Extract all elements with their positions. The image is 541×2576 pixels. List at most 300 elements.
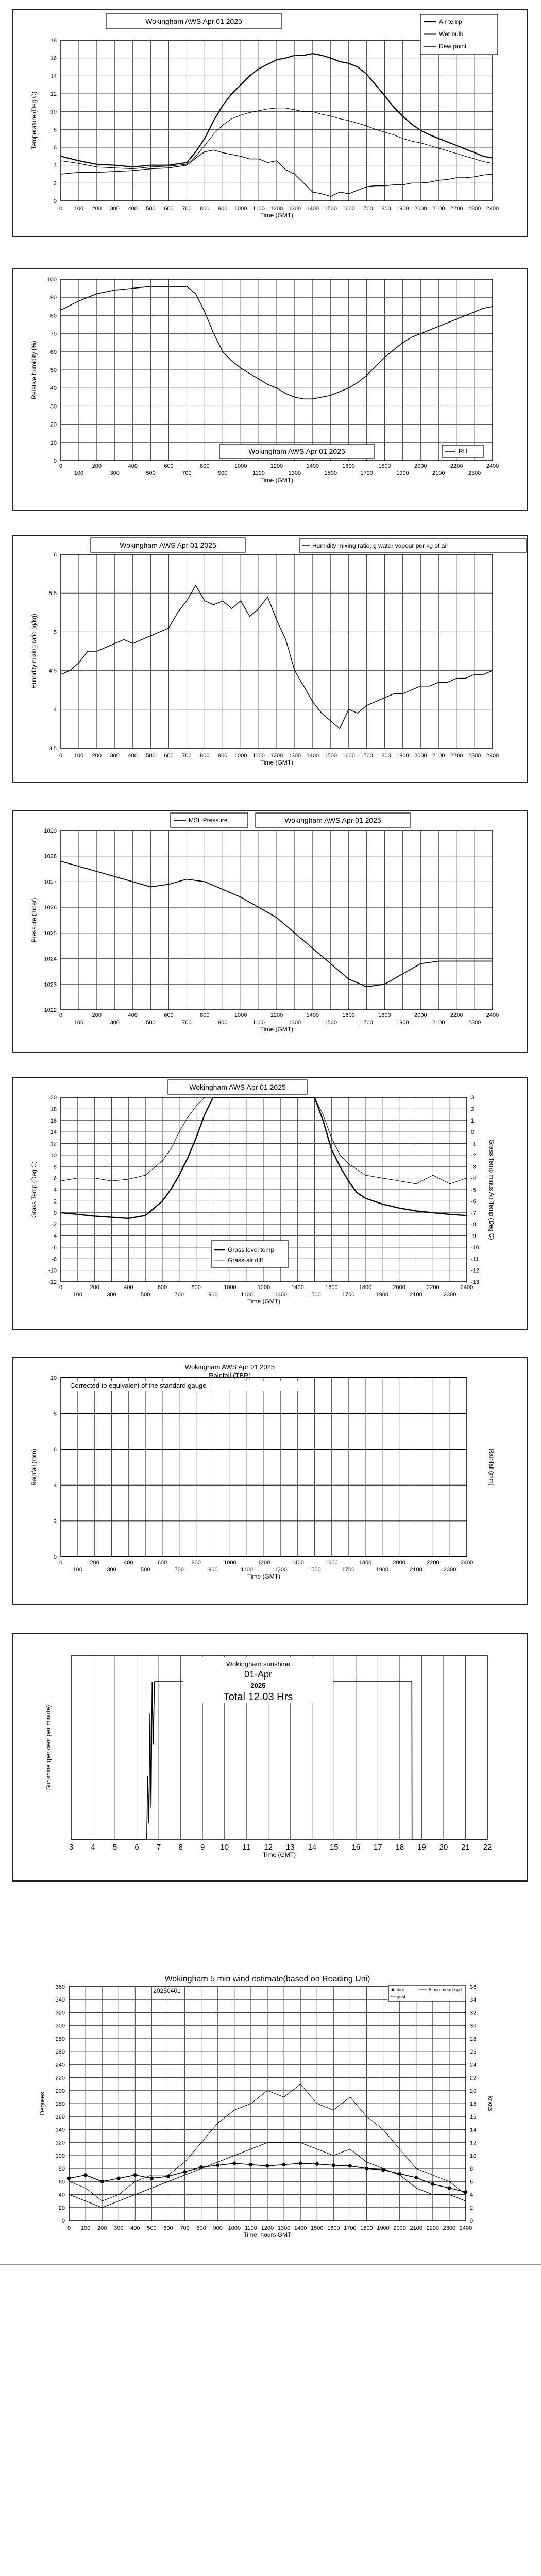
- grass-xtick-label: 200: [90, 1284, 99, 1291]
- wind-y2tick-label: 32: [470, 2010, 477, 2016]
- rh-xtick-label: 1500: [324, 470, 337, 477]
- grass-xtick-label: 1400: [291, 1284, 304, 1291]
- pressure-ytick-label: 1027: [44, 879, 57, 886]
- rh-ytick-label: 30: [50, 403, 57, 410]
- wind-legend-swatch: [392, 1989, 394, 1991]
- grass-xtick-label: 0: [59, 1284, 63, 1291]
- grass-xtick-label: 400: [124, 1284, 133, 1291]
- pressure-title: Wokingham AWS Apr 01 2025: [284, 816, 381, 824]
- rain-annotation: Corrected to equivalent of the standard gauge: [70, 1382, 207, 1389]
- pressure-ytick-label: 1024: [44, 956, 57, 962]
- wind-xtick-label: 1400: [294, 2225, 307, 2231]
- rh-ytick-label: 90: [50, 295, 57, 301]
- mix-chart-panel: [12, 535, 528, 783]
- rain-ytick-label: 2: [53, 1518, 57, 1525]
- sun-xtick-label: 9: [200, 1843, 205, 1852]
- grass-ytick-label: -4: [52, 1233, 57, 1240]
- rh-xtick-label: 2300: [468, 470, 481, 477]
- grass-ytick-label: 12: [50, 1141, 57, 1147]
- mix-xtick-label: 1100: [252, 753, 265, 759]
- sun-xtick-label: 16: [351, 1843, 361, 1852]
- temp-xtick-label: 400: [128, 206, 138, 212]
- mix-xtick-label: 600: [164, 753, 174, 759]
- wind-ytick-label: 280: [55, 2036, 65, 2042]
- grass-chart: [13, 1078, 527, 1329]
- rh-xtick-label: 600: [164, 463, 174, 469]
- sun-xtick-label: 18: [395, 1843, 404, 1852]
- pressure-xtick-label: 2100: [432, 1020, 445, 1026]
- rain-ytick-label: 4: [53, 1482, 57, 1489]
- sun-series: [71, 1682, 487, 1839]
- pressure-xtick-label: 1100: [252, 1020, 265, 1026]
- rh-legend-label: RH: [459, 448, 468, 455]
- rh-xtick-label: 0: [59, 463, 63, 469]
- mix-xtick-label: 1500: [324, 753, 337, 759]
- rain-xtick-label: 1500: [308, 1567, 321, 1573]
- pressure-ytick-label: 1028: [44, 853, 57, 860]
- rain-ytick-label: 0: [53, 1554, 57, 1561]
- sun-date-label: 01-Apr: [244, 1669, 273, 1680]
- rain-ytick-label: 8: [53, 1411, 57, 1417]
- wind-dirn-point: [67, 2177, 71, 2180]
- rain-xtick-label: 1900: [376, 1567, 389, 1573]
- rain-xtick-label: 100: [73, 1567, 83, 1573]
- bottom-separator: [0, 2264, 541, 2265]
- rain-xtick-label: 2300: [443, 1567, 457, 1573]
- wind-ytick-label: 140: [55, 2127, 65, 2133]
- pressure-grid: [61, 831, 493, 1010]
- wind-xtick-label: 2300: [443, 2225, 456, 2231]
- grass-y2tick-label: 2: [471, 1106, 475, 1113]
- grass-xtick-label: 1500: [308, 1292, 321, 1298]
- grass-ytick-label: 20: [50, 1095, 57, 1101]
- rain-xtick-label: 2000: [393, 1560, 405, 1566]
- grass-xtick-label: 1200: [257, 1284, 270, 1291]
- wind-dirn-point: [299, 2162, 302, 2165]
- grass-y2tick-label: -1: [471, 1141, 476, 1147]
- mix-xtick-label: 700: [182, 753, 192, 759]
- mix-xtick-label: 2200: [450, 753, 463, 759]
- rain-subtitle: Rainfall (TBR): [209, 1371, 251, 1379]
- sun-xtick-label: 6: [134, 1843, 139, 1852]
- grass-y2tick-label: -5: [471, 1187, 476, 1193]
- rain-xtick-label: 1600: [325, 1560, 338, 1566]
- wind-ytick-label: 320: [55, 2010, 65, 2016]
- pressure-xtick-label: 1800: [378, 1012, 391, 1019]
- temp-ytick-label: 14: [50, 73, 57, 80]
- pressure-xtick-label: 0: [59, 1012, 63, 1019]
- temp-xtick-label: 2200: [450, 206, 463, 212]
- grass-legend-label: Grass level temp: [228, 1246, 275, 1253]
- wind-ytick-label: 220: [55, 2075, 65, 2081]
- grass-y2tick-label: -4: [471, 1175, 476, 1182]
- grass-ytick-label: 2: [53, 1198, 57, 1205]
- pressure-xtick-label: 200: [92, 1012, 102, 1019]
- temp-xtick-label: 1900: [396, 206, 409, 212]
- pressure-xtick-label: 500: [146, 1020, 156, 1026]
- rh-xtick-label: 1900: [396, 470, 409, 477]
- pressure-xtick-label: 700: [182, 1020, 192, 1026]
- wind-chart-panel: [12, 1973, 528, 2251]
- wind-dirn-point: [216, 2163, 219, 2167]
- grass-y2tick-label: -10: [471, 1244, 479, 1251]
- rh-ytick-label: 60: [50, 349, 57, 355]
- sun-total-label: Total 12.03 Hrs: [223, 1691, 293, 1703]
- rain-xtick-label: 600: [157, 1560, 167, 1566]
- temp-ylabel: Temperature (Deg C): [30, 91, 38, 150]
- pressure-ylabel: Pressure (mbar): [30, 897, 38, 943]
- temp-grid: [61, 40, 493, 201]
- wind-dirn-point: [84, 2173, 88, 2177]
- rain-chart-panel: [12, 1357, 528, 1605]
- wind-xtick-label: 2200: [426, 2225, 439, 2231]
- rh-ylabel: Relative humidity (%): [30, 341, 38, 399]
- wind-ytick-label: 360: [55, 1984, 65, 1990]
- wind-ylabel: Degrees: [39, 2092, 46, 2115]
- wind-dirn-point: [150, 2177, 154, 2180]
- rh-ytick-label: 40: [50, 385, 57, 392]
- wind-xtick-label: 1100: [245, 2225, 257, 2231]
- rain-ylabel: Rainfall (mm): [30, 1449, 38, 1486]
- grass-ytick-label: 16: [50, 1117, 57, 1124]
- wind-dirn-point: [414, 2176, 418, 2179]
- pressure-xtick-label: 400: [128, 1012, 138, 1019]
- wind-xtick-label: 1500: [311, 2225, 324, 2231]
- temp-ytick-label: 0: [53, 198, 57, 205]
- temp-title: Wokingham AWS Apr 01 2025: [145, 17, 242, 25]
- temp-ytick-label: 8: [53, 127, 57, 133]
- grass-xtick-label: 1900: [376, 1292, 389, 1298]
- wind-ytick-label: 160: [55, 2114, 65, 2121]
- sun-xtick-label: 12: [264, 1843, 273, 1852]
- sun-xlabel: Time (GMT): [262, 1851, 296, 1858]
- rh-xtick-label: 1700: [360, 470, 373, 477]
- grass-xtick-label: 1600: [325, 1284, 338, 1291]
- wind-ytick-label: 80: [58, 2166, 65, 2173]
- wind-ytick-label: 180: [55, 2101, 65, 2107]
- rain-xtick-label: 1700: [342, 1567, 355, 1573]
- mix-xtick-label: 1800: [378, 753, 391, 759]
- rh-xtick-label: 100: [74, 470, 84, 477]
- temp-xtick-label: 1400: [306, 206, 319, 212]
- rh-xtick-label: 300: [110, 470, 120, 477]
- rh-ytick-label: 20: [50, 421, 57, 428]
- rh-xlabel: Time (GMT): [260, 477, 294, 484]
- temp-xtick-label: 300: [110, 206, 120, 212]
- sun-xtick-label: 22: [483, 1843, 492, 1852]
- temp-xtick-label: 100: [74, 206, 84, 212]
- wind-dirn-point: [447, 2186, 451, 2190]
- rain-xtick-label: 1300: [274, 1567, 288, 1573]
- wind-xtick-label: 1300: [277, 2225, 291, 2231]
- mix-xtick-label: 2100: [432, 753, 445, 759]
- wind-y2tick-label: 30: [470, 2023, 477, 2029]
- grass-ytick-label: 6: [53, 1175, 57, 1182]
- grass-y2tick-label: -6: [471, 1198, 476, 1205]
- sun-xtick-label: 14: [308, 1843, 317, 1852]
- wind-dirn-point: [332, 2163, 335, 2167]
- wind-xlabel: Time, hours GMT: [243, 2231, 292, 2239]
- mix-xlabel: Time (GMT): [260, 759, 294, 766]
- wind-dirn-point: [266, 2164, 269, 2168]
- sun-year-label: 2025: [250, 1682, 266, 1689]
- wind-xtick-label: 2100: [410, 2225, 422, 2231]
- wind-chart: [12, 1973, 528, 2251]
- wind-y2tick-label: 6: [470, 2179, 474, 2185]
- mix-xtick-label: 500: [146, 753, 156, 759]
- rain-ytick-label: 10: [50, 1375, 57, 1381]
- mix-xtick-label: 400: [128, 753, 138, 759]
- sun-xtick-label: 7: [156, 1843, 161, 1852]
- rh-grid: [61, 279, 493, 461]
- rain-xtick-label: 2100: [410, 1567, 422, 1573]
- wind-ytick-label: 120: [55, 2140, 65, 2146]
- rain-xtick-label: 1000: [224, 1560, 236, 1566]
- rh-ytick-label: 80: [50, 313, 57, 319]
- wind-y2tick-label: 34: [470, 1997, 477, 2004]
- mix-xtick-label: 2400: [486, 753, 499, 759]
- mix-xtick-label: 1300: [288, 753, 301, 759]
- mix-xtick-label: 1600: [342, 753, 355, 759]
- wind-xtick-label: 700: [180, 2225, 190, 2231]
- rain-xtick-label: 500: [140, 1567, 150, 1573]
- mix-xtick-label: 1700: [360, 753, 373, 759]
- pressure-xtick-label: 2000: [414, 1012, 427, 1019]
- rh-ytick-label: 10: [50, 439, 57, 446]
- rh-ytick-label: 70: [50, 331, 57, 337]
- wind-xtick-label: 1200: [261, 2225, 274, 2231]
- temp-legend: [420, 14, 498, 55]
- pressure-xtick-label: 2300: [468, 1020, 481, 1026]
- wind-y2tick-label: 16: [470, 2114, 477, 2121]
- rh-xtick-label: 1200: [270, 463, 283, 469]
- grass-ylabel-right: Grass Temp minus Air Temp (Deg C): [488, 1139, 495, 1240]
- rh-xtick-label: 1800: [378, 463, 391, 469]
- temp-legend-label: Air temp: [439, 18, 462, 25]
- wind-dirn-point: [431, 2182, 434, 2186]
- temp-legend-label: Wet bulb: [439, 30, 464, 38]
- rain-xtick-label: 1800: [359, 1560, 372, 1566]
- temp-xtick-label: 2000: [414, 206, 427, 212]
- pressure-ytick-label: 1025: [44, 930, 57, 937]
- temp-xtick-label: 500: [146, 206, 156, 212]
- grass-y2tick-label: 3: [471, 1095, 475, 1101]
- wind-y2tick-label: 24: [470, 2062, 477, 2069]
- temp-xtick-label: 800: [200, 206, 210, 212]
- wind-y2tick-label: 8: [470, 2166, 474, 2173]
- mix-legend-label: Humidity mixing ratio, g water vapour per kg of air: [312, 542, 449, 549]
- rh-xtick-label: 2200: [450, 463, 463, 469]
- rh-xtick-label: 2400: [486, 463, 499, 469]
- wind-dirn-point: [117, 2177, 121, 2180]
- grass-xtick-label: 1000: [224, 1284, 236, 1291]
- wind-legend: [388, 1986, 466, 2001]
- temp-ytick-label: 18: [50, 38, 57, 44]
- wind-xtick-label: 200: [97, 2225, 107, 2231]
- grass-ytick-label: 8: [53, 1164, 57, 1171]
- grass-y2tick-label: -8: [471, 1222, 476, 1228]
- temp-xtick-label: 900: [218, 206, 228, 212]
- mix-xtick-label: 1400: [306, 753, 319, 759]
- wind-legend-label: gust: [397, 1994, 406, 1999]
- wind-dirn-point: [315, 2162, 319, 2166]
- pressure-xtick-label: 600: [164, 1012, 174, 1019]
- grass-xtick-label: 2100: [410, 1292, 422, 1298]
- temp-ytick-label: 4: [53, 162, 57, 169]
- mix-xtick-label: 1000: [234, 753, 247, 759]
- wind-ytick-label: 100: [55, 2153, 65, 2159]
- rain-ytick-label: 6: [53, 1447, 57, 1453]
- pressure-ytick-label: 1029: [44, 828, 57, 834]
- pressure-xlabel: Time (GMT): [260, 1026, 294, 1033]
- pressure-xtick-label: 1900: [396, 1020, 409, 1026]
- grass-y2tick-label: -7: [471, 1210, 476, 1216]
- grass-y2tick-label: 1: [471, 1117, 475, 1124]
- wind-legend-label: 5 min mean spd: [429, 1987, 462, 1992]
- mix-ytick-label: 5.5: [48, 590, 57, 597]
- mix-xtick-label: 100: [74, 753, 84, 759]
- wind-grid: [69, 1987, 466, 2221]
- rh-xtick-label: 1400: [306, 463, 319, 469]
- mix-xtick-label: 2300: [468, 753, 481, 759]
- wind-y2tick-label: 10: [470, 2153, 477, 2159]
- grass-xtick-label: 700: [174, 1292, 184, 1298]
- wind-dirn-point: [249, 2163, 252, 2166]
- rain-xtick-label: 2400: [460, 1560, 474, 1566]
- wind-xtick-label: 0: [67, 2225, 71, 2231]
- grass-ytick-label: 4: [53, 1187, 57, 1193]
- wind-dirn-point: [365, 2167, 368, 2171]
- grass-xtick-label: 1300: [274, 1292, 288, 1298]
- grass-xtick-label: 2400: [460, 1284, 474, 1291]
- wind-xtick-label: 1700: [344, 2225, 357, 2231]
- mix-xtick-label: 1200: [270, 753, 283, 759]
- temp-xtick-label: 1300: [288, 206, 301, 212]
- rh-title: Wokingham AWS Apr 01 2025: [248, 447, 345, 455]
- grass-y2tick-label: -9: [471, 1233, 476, 1240]
- pressure-xtick-label: 1300: [288, 1020, 301, 1026]
- wind-ytick-label: 0: [61, 2218, 65, 2224]
- pressure-xtick-label: 1500: [324, 1020, 337, 1026]
- pressure-ytick-label: 1026: [44, 905, 57, 911]
- rain-xlabel: Time (GMT): [247, 1573, 281, 1580]
- sun-xtick-label: 19: [417, 1843, 426, 1852]
- rh-chart-panel: [12, 268, 528, 511]
- wind-xtick-label: 2000: [393, 2225, 406, 2231]
- temp-xtick-label: 600: [164, 206, 174, 212]
- rain-xtick-label: 1200: [257, 1560, 270, 1566]
- wind-y2tick-label: 28: [470, 2036, 477, 2042]
- wind-xtick-label: 800: [196, 2225, 206, 2231]
- rain-xtick-label: 200: [90, 1560, 99, 1566]
- temp-ytick-label: 16: [50, 55, 57, 62]
- grass-xtick-label: 1800: [359, 1284, 372, 1291]
- grass-ytick-label: 14: [50, 1129, 57, 1136]
- pressure-xtick-label: 1000: [234, 1012, 247, 1019]
- rh-chart: [13, 269, 527, 510]
- wind-y2tick-label: 12: [470, 2140, 477, 2146]
- sun-ylabel: Sunshine (per cent per minute): [45, 1705, 52, 1790]
- mix-xtick-label: 900: [218, 753, 228, 759]
- temp-chart: [13, 10, 527, 236]
- wind-ytick-label: 200: [55, 2088, 65, 2094]
- grass-xtick-label: 1100: [241, 1292, 253, 1298]
- rain-xtick-label: 2200: [427, 1560, 439, 1566]
- mix-xtick-label: 0: [59, 753, 63, 759]
- rh-ytick-label: 0: [53, 458, 57, 464]
- wind-title: Wokingham 5 min wind estimate(based on Reading Uni): [164, 1975, 370, 1984]
- grass-xtick-label: 2300: [443, 1292, 457, 1298]
- grass-ytick-label: -6: [52, 1244, 57, 1251]
- sun-xtick-label: 20: [439, 1843, 448, 1852]
- wind-dirn-point: [183, 2170, 187, 2174]
- wind-xtick-label: 1600: [327, 2225, 340, 2231]
- grass-ytick-label: -10: [48, 1267, 57, 1274]
- mix-xtick-label: 300: [110, 753, 120, 759]
- temp-xtick-label: 1800: [378, 206, 391, 212]
- wind-dirn-point: [348, 2164, 352, 2168]
- sun-title: Wokingham sunshine: [226, 1660, 291, 1668]
- rh-xtick-label: 2100: [432, 470, 445, 477]
- grass-title: Wokingham AWS Apr 01 2025: [189, 1083, 286, 1091]
- wind-xtick-label: 500: [147, 2225, 157, 2231]
- sun-xtick-label: 3: [69, 1843, 74, 1852]
- grass-ytick-label: -8: [52, 1256, 57, 1263]
- pressure-xtick-label: 900: [218, 1020, 228, 1026]
- wind-ytick-label: 340: [55, 1997, 65, 2004]
- grass-xtick-label: 800: [191, 1284, 201, 1291]
- pressure-xtick-label: 300: [110, 1020, 120, 1026]
- rh-xtick-label: 1000: [234, 463, 247, 469]
- wind-y2tick-label: 4: [470, 2192, 474, 2198]
- temp-xtick-label: 700: [182, 206, 192, 212]
- wind-ytick-label: 60: [58, 2179, 65, 2185]
- wind-dirn-point: [282, 2163, 286, 2166]
- pressure-chart: [13, 811, 527, 1052]
- wind-dirn-point: [464, 2190, 468, 2194]
- wind-xtick-label: 300: [114, 2225, 124, 2231]
- rain-xtick-label: 900: [208, 1567, 218, 1573]
- temp-ytick-label: 2: [53, 180, 57, 187]
- rh-xtick-label: 1300: [288, 470, 301, 477]
- rh-xtick-label: 1100: [252, 470, 265, 477]
- grass-legend: [211, 1241, 289, 1267]
- grass-y2tick-label: -3: [471, 1164, 476, 1171]
- mix-xtick-label: 2000: [414, 753, 427, 759]
- wind-xtick-label: 400: [130, 2225, 140, 2231]
- rh-ytick-label: 100: [47, 277, 57, 283]
- rain-chart: [13, 1358, 527, 1604]
- grass-xtick-label: 2000: [393, 1284, 405, 1291]
- pressure-xtick-label: 1700: [360, 1020, 373, 1026]
- grass-chart-panel: [12, 1077, 528, 1330]
- grass-y2tick-label: 0: [471, 1129, 475, 1136]
- grass-xlabel: Time (GMT): [247, 1298, 281, 1305]
- sun-xtick-label: 21: [461, 1843, 470, 1852]
- grass-ytick-label: 0: [53, 1210, 57, 1216]
- rh-xtick-label: 500: [146, 470, 156, 477]
- grass-xtick-label: 900: [208, 1292, 218, 1298]
- rh-xtick-label: 200: [92, 463, 102, 469]
- wind-xtick-label: 600: [163, 2225, 173, 2231]
- grass-y2tick-label: -11: [471, 1256, 479, 1263]
- rh-xtick-label: 2000: [414, 463, 427, 469]
- mix-xtick-label: 200: [92, 753, 102, 759]
- pressure-xtick-label: 2200: [450, 1012, 463, 1019]
- pressure-xtick-label: 1600: [342, 1012, 355, 1019]
- sun-xtick-label: 15: [329, 1843, 339, 1852]
- rain-xtick-label: 700: [174, 1567, 184, 1573]
